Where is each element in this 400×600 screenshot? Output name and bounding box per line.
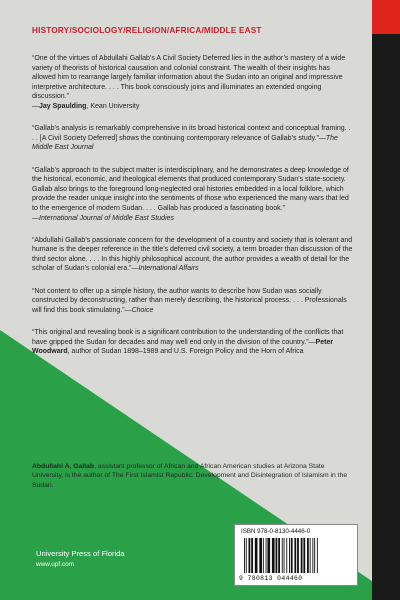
barcode-bar <box>249 538 251 573</box>
barcode-bar <box>246 538 247 573</box>
attribution-source: International Affairs <box>138 265 199 273</box>
quote-attribution <box>32 103 139 110</box>
barcode-bar <box>244 538 245 573</box>
author-bio <box>32 462 354 490</box>
barcode-bar <box>307 538 309 573</box>
publisher-name: University Press of Florida <box>36 549 125 558</box>
barcode-bar <box>284 538 285 573</box>
barcode-bar <box>317 538 318 573</box>
attribution-affiliation: , Kean University <box>86 102 140 110</box>
barcode-bar <box>255 538 258 573</box>
attribution-dash: — <box>32 102 39 110</box>
attribution-dash: — <box>318 134 326 142</box>
category-label: HISTORY/SOCIOLOGY/RELIGION/AFRICA/MIDDLE EAST <box>32 26 262 35</box>
author-name: Abdullahi A. Gallab <box>32 463 95 470</box>
barcode-bar <box>314 538 315 573</box>
dark-stripe <box>372 34 400 600</box>
quote-text: “Not content to offer up a simple history, the author wants to describe how Sudan was socially constructed by deconstructing, rather than merely describing, the historical process. . . . Professionals will find this book stimulating.” <box>32 287 347 314</box>
barcode-box <box>234 524 358 586</box>
barcode-bar <box>291 538 293 573</box>
barcode-bar <box>251 538 253 573</box>
review-quote <box>32 236 354 274</box>
barcode-bar <box>294 538 296 573</box>
attribution-dash: — <box>308 338 316 346</box>
red-stripe <box>372 0 400 34</box>
barcode-bar <box>272 538 275 573</box>
barcode-bar <box>259 538 262 573</box>
barcode-bar <box>263 538 264 573</box>
review-quote <box>32 166 354 224</box>
attribution-dash: — <box>131 265 139 273</box>
review-quotes <box>32 54 354 369</box>
barcode-bar <box>289 538 290 573</box>
barcode-digits: 9 780813 044460 <box>239 575 303 582</box>
author-bio-text: , assistant professor of African and African American studies at Arizona State University, is the author of The First Islamist Republic: Development and Disintegration of Islamism in the Sudan. <box>32 463 348 489</box>
review-quote <box>32 54 354 112</box>
attribution-name: Jay Spaulding <box>39 102 87 110</box>
attribution-source: International Journal of Middle East Studies <box>39 214 175 222</box>
barcode-bar <box>266 538 267 573</box>
barcode-bar <box>267 538 270 573</box>
quote-text: “One of the virtues of Abdullahi Gallab’s A Civil Society Deferred lies in the author’s mastery of a wide variety of theorists of historical causation and colonial constraint. The wealth of their insights has allowed him to rearrange largely familiar information about the Sudan into an original and impressive interpretive architecture. . . . This book consciously joins and illuminates an extended ongoing discussion.” <box>32 55 346 101</box>
attribution-name: Peter Woodward <box>32 338 334 356</box>
barcode-bar <box>276 538 278 573</box>
review-quote <box>32 124 354 153</box>
attribution-affiliation: , author of Sudan 1898–1989 and U.S. Foreign Policy and the Horn of Africa <box>67 348 304 356</box>
barcode-bar <box>286 538 287 573</box>
isbn-label: ISBN 978-0-8130-4446-0 <box>241 528 311 535</box>
attribution-dash: — <box>124 306 132 314</box>
attribution-source: Choice <box>131 306 154 314</box>
quote-text: “Gallab’s analysis is remarkably comprehensive in its broad historical context and conceptual framing. . . . [A Civil Society Deferred] shows the continuing contemporary relevance of Gallab’s study.” <box>32 125 351 142</box>
quote-text: “This original and revealing book is a significant contribution to the understanding of the conflicts that have gripped the Sudan for decades and may well end only in the division of the country.” <box>32 329 344 346</box>
quote-text: “Gallab’s approach to the subject matter is interdisciplinary, and he demonstrates a deep knowledge of the historical, economic, and theological elements that produced contemporary Sudan’s state-society. Gallab also brings to the foreground long-neglected oral histories embedded in a local folklore, which provide the reader unique insight into the sentiments of those who experienced the many wars that led to the emergence of modern Sudan. . . . Gallab has produced a fascinating book.” <box>32 166 349 212</box>
barcode-bar <box>282 538 283 573</box>
quote-text: “Abdullahi Gallab’s passionate concern for the development of a country and society that is tolerant and humane is the deeper reference in the title’s deferred civil society, a term broader than discussion of the third sector alone. . . . In this highly philosophical account, the author provides a wealth of detail for the scholar of Sudan’s colonial era.” <box>32 236 353 273</box>
barcode-bar <box>301 538 303 573</box>
barcode-bar <box>310 538 311 573</box>
barcode-bar <box>297 538 299 573</box>
attribution-dash: — <box>32 214 39 222</box>
review-quote <box>32 328 354 357</box>
barcode-bar <box>312 538 313 573</box>
barcode-bar <box>303 538 305 573</box>
barcode-bars <box>243 538 349 573</box>
attribution-source: The Middle East Journal <box>32 134 338 152</box>
publisher-url: www.upf.com <box>36 561 75 568</box>
barcode-bar <box>278 538 280 573</box>
review-quote <box>32 287 354 316</box>
publisher-block <box>36 548 125 570</box>
